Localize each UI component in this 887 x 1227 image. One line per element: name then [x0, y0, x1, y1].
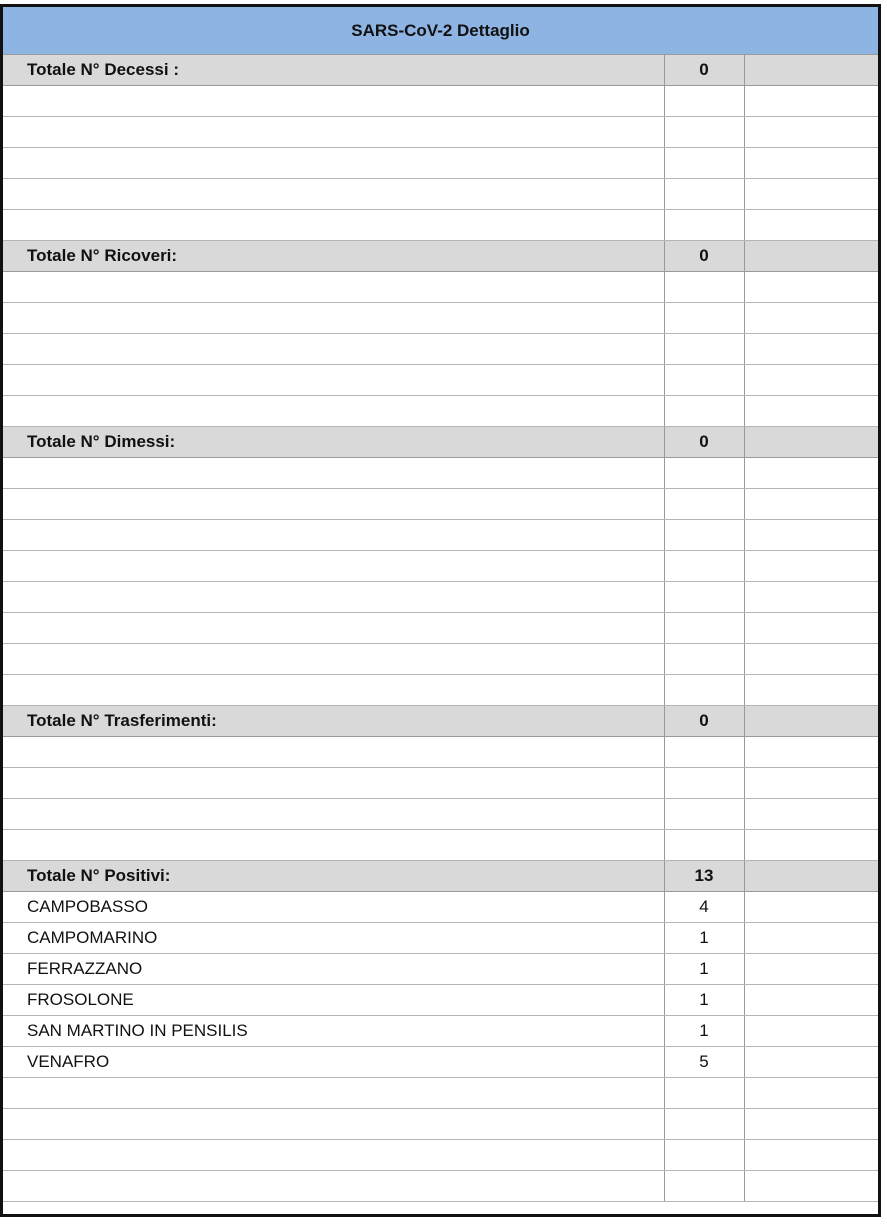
empty-cell [744, 86, 878, 117]
empty-row [3, 799, 878, 830]
empty-cell [664, 613, 744, 644]
empty-cell [744, 892, 878, 923]
empty-cell [664, 1109, 744, 1140]
empty-row [3, 551, 878, 582]
empty-cell [744, 551, 878, 582]
empty-cell [3, 644, 664, 675]
empty-cell [744, 427, 878, 458]
empty-cell [744, 1047, 878, 1078]
section-total: 0 [664, 427, 744, 458]
detail-table [3, 54, 878, 1202]
empty-row [3, 396, 878, 427]
empty-cell [744, 1078, 878, 1109]
empty-row [3, 334, 878, 365]
table-row [3, 1016, 878, 1047]
empty-cell [744, 582, 878, 613]
empty-cell [664, 117, 744, 148]
empty-cell [664, 210, 744, 241]
empty-cell [3, 117, 664, 148]
empty-row [3, 86, 878, 117]
empty-cell [744, 148, 878, 179]
empty-row [3, 582, 878, 613]
section-total: 0 [664, 55, 744, 86]
empty-row [3, 520, 878, 551]
empty-cell [664, 272, 744, 303]
empty-cell [3, 1078, 664, 1109]
empty-row [3, 1078, 878, 1109]
empty-row [3, 117, 878, 148]
municipality-count: 5 [664, 1047, 744, 1078]
empty-row [3, 489, 878, 520]
empty-cell [3, 675, 664, 706]
empty-cell [744, 1140, 878, 1171]
empty-row [3, 737, 878, 768]
empty-cell [744, 365, 878, 396]
section-label: Totale N° Decessi : [3, 55, 664, 86]
table-row [3, 1047, 878, 1078]
municipality-name: VENAFRO [3, 1047, 664, 1078]
empty-cell [664, 737, 744, 768]
empty-cell [744, 396, 878, 427]
empty-cell [664, 551, 744, 582]
municipality-count: 4 [664, 892, 744, 923]
empty-cell [3, 737, 664, 768]
municipality-name: FERRAZZANO [3, 954, 664, 985]
empty-cell [3, 303, 664, 334]
empty-cell [744, 334, 878, 365]
empty-cell [744, 179, 878, 210]
empty-cell [744, 489, 878, 520]
empty-cell [744, 1171, 878, 1202]
table-row [3, 892, 878, 923]
empty-cell [744, 923, 878, 954]
municipality-count: 1 [664, 954, 744, 985]
empty-cell [744, 737, 878, 768]
empty-cell [744, 458, 878, 489]
empty-cell [744, 241, 878, 272]
empty-cell [3, 520, 664, 551]
municipality-count: 1 [664, 923, 744, 954]
empty-cell [664, 1171, 744, 1202]
empty-cell [744, 830, 878, 861]
empty-cell [744, 768, 878, 799]
section-total: 0 [664, 241, 744, 272]
empty-cell [664, 768, 744, 799]
section-label: Totale N° Trasferimenti: [3, 706, 664, 737]
table-row [3, 985, 878, 1016]
empty-cell [3, 1109, 664, 1140]
section-label: Totale N° Positivi: [3, 861, 664, 892]
empty-cell [744, 55, 878, 86]
municipality-count: 1 [664, 985, 744, 1016]
empty-row [3, 365, 878, 396]
section-header-row [3, 427, 878, 458]
section-header-row [3, 861, 878, 892]
empty-cell [744, 954, 878, 985]
empty-cell [3, 613, 664, 644]
empty-row [3, 675, 878, 706]
empty-cell [744, 985, 878, 1016]
empty-cell [664, 582, 744, 613]
municipality-count: 1 [664, 1016, 744, 1047]
empty-cell [744, 706, 878, 737]
municipality-name: SAN MARTINO IN PENSILIS [3, 1016, 664, 1047]
empty-cell [744, 861, 878, 892]
empty-row [3, 1140, 878, 1171]
empty-cell [664, 675, 744, 706]
municipality-name: FROSOLONE [3, 985, 664, 1016]
empty-cell [3, 1171, 664, 1202]
empty-cell [744, 303, 878, 334]
empty-cell [664, 489, 744, 520]
section-label: Totale N° Dimessi: [3, 427, 664, 458]
section-total: 13 [664, 861, 744, 892]
empty-cell [3, 396, 664, 427]
empty-cell [744, 613, 878, 644]
empty-cell [664, 458, 744, 489]
empty-cell [664, 365, 744, 396]
empty-row [3, 210, 878, 241]
empty-cell [3, 489, 664, 520]
report-title: SARS-CoV-2 Dettaglio [3, 7, 878, 55]
empty-cell [664, 799, 744, 830]
table-row [3, 954, 878, 985]
empty-cell [3, 1140, 664, 1171]
section-header-row [3, 55, 878, 86]
empty-cell [3, 272, 664, 303]
empty-row [3, 272, 878, 303]
empty-cell [3, 86, 664, 117]
table-row [3, 923, 878, 954]
section-total: 0 [664, 706, 744, 737]
empty-cell [744, 117, 878, 148]
empty-cell [744, 799, 878, 830]
empty-cell [664, 1140, 744, 1171]
empty-row [3, 1109, 878, 1140]
empty-cell [664, 86, 744, 117]
report-frame [0, 4, 881, 1217]
empty-cell [744, 644, 878, 675]
section-label: Totale N° Ricoveri: [3, 241, 664, 272]
section-header-row [3, 706, 878, 737]
empty-cell [3, 148, 664, 179]
empty-cell [3, 768, 664, 799]
empty-cell [744, 272, 878, 303]
empty-cell [664, 396, 744, 427]
empty-row [3, 768, 878, 799]
empty-cell [744, 675, 878, 706]
empty-cell [664, 148, 744, 179]
empty-cell [664, 1078, 744, 1109]
empty-row [3, 179, 878, 210]
empty-cell [3, 210, 664, 241]
empty-row [3, 830, 878, 861]
empty-cell [3, 551, 664, 582]
empty-row [3, 613, 878, 644]
empty-cell [3, 458, 664, 489]
empty-row [3, 644, 878, 675]
empty-cell [3, 799, 664, 830]
empty-cell [664, 520, 744, 551]
empty-cell [744, 210, 878, 241]
empty-row [3, 303, 878, 334]
empty-cell [744, 1109, 878, 1140]
empty-cell [3, 830, 664, 861]
empty-row [3, 1171, 878, 1202]
empty-cell [744, 520, 878, 551]
empty-cell [744, 1016, 878, 1047]
empty-cell [664, 303, 744, 334]
empty-cell [3, 365, 664, 396]
empty-cell [664, 830, 744, 861]
empty-cell [664, 334, 744, 365]
empty-cell [3, 179, 664, 210]
municipality-name: CAMPOMARINO [3, 923, 664, 954]
section-header-row [3, 241, 878, 272]
empty-cell [664, 179, 744, 210]
empty-row [3, 148, 878, 179]
municipality-name: CAMPOBASSO [3, 892, 664, 923]
empty-row [3, 458, 878, 489]
empty-cell [3, 582, 664, 613]
empty-cell [664, 644, 744, 675]
empty-cell [3, 334, 664, 365]
